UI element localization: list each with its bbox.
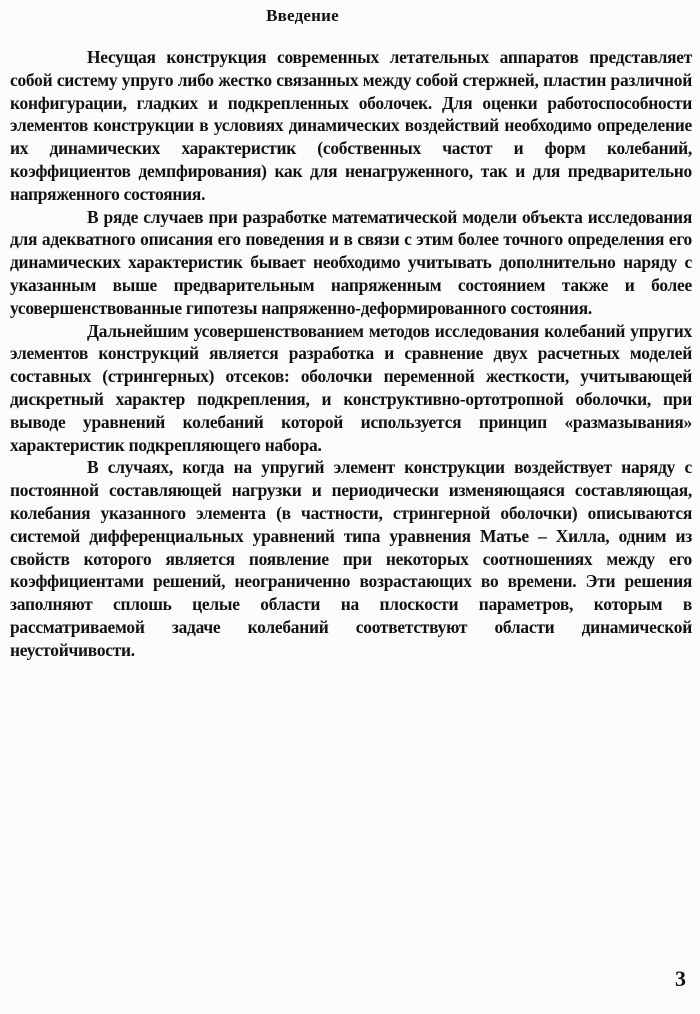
paragraph-2: В ряде случаев при разработке математической модели объекта исследования для адекватного описания его поведения и в связи с этим более точного определения его динамических характеристик бывает необходимо учитывать дополнительно наряду с указанным выше предварительным напряженным состоянием также и более усовершенствованные гипотезы напряженно-деформированного состояния. [10,206,692,318]
page-number: 3 [675,966,686,991]
paragraph-1: Несущая конструкция современных летательных аппаратов представляет собой систему упруго либо жестко связанных между собой стержней, пластин различной конфигурации, гладких и подкрепленных оболочек. Для оценки работоспособности элементов конструкции в условиях динамических воздействий необходимо определение их динамических характеристик (собственных частот и форм колебаний, коэффициентов демпфирования) как для ненагруженного, так и для предварительно напряженного состояния. [10,47,692,204]
body-text [10,46,692,662]
paragraph-3: Дальнейшим усовершенствованием методов исследования колебаний упругих элементов конструкций является разработка и сравнение двух расчетных моделей составных (стрингерных) отсеков: оболочки переменной жесткости, учитывающей дискретный характер подкрепления, и конструктивно-ортотропной оболочки, при выводе уравнений колебаний которой используется принцип «размазывания» характеристик подкрепляющего набора. [10,320,692,455]
section-title: Введение [266,6,339,25]
paragraph-4: В случаях, когда на упругий элемент конструкции воздействует наряду с постоянной составляющей нагрузки и периодически изменяющаяся составляющая, колебания указанного элемента (в частности, стрингерной оболочки) описываются системой дифференциальных уравнений типа уравнения Матье – Хилла, одним из свойств которого является появление при некоторых соотношениях между его коэффициентами решений, неограниченно возрастающих во времени. Эти решения заполняют сплошь целые области на плоскости параметров, которым в рассматриваемой задаче колебаний соответствуют области динамической неустойчивости. [10,457,692,660]
